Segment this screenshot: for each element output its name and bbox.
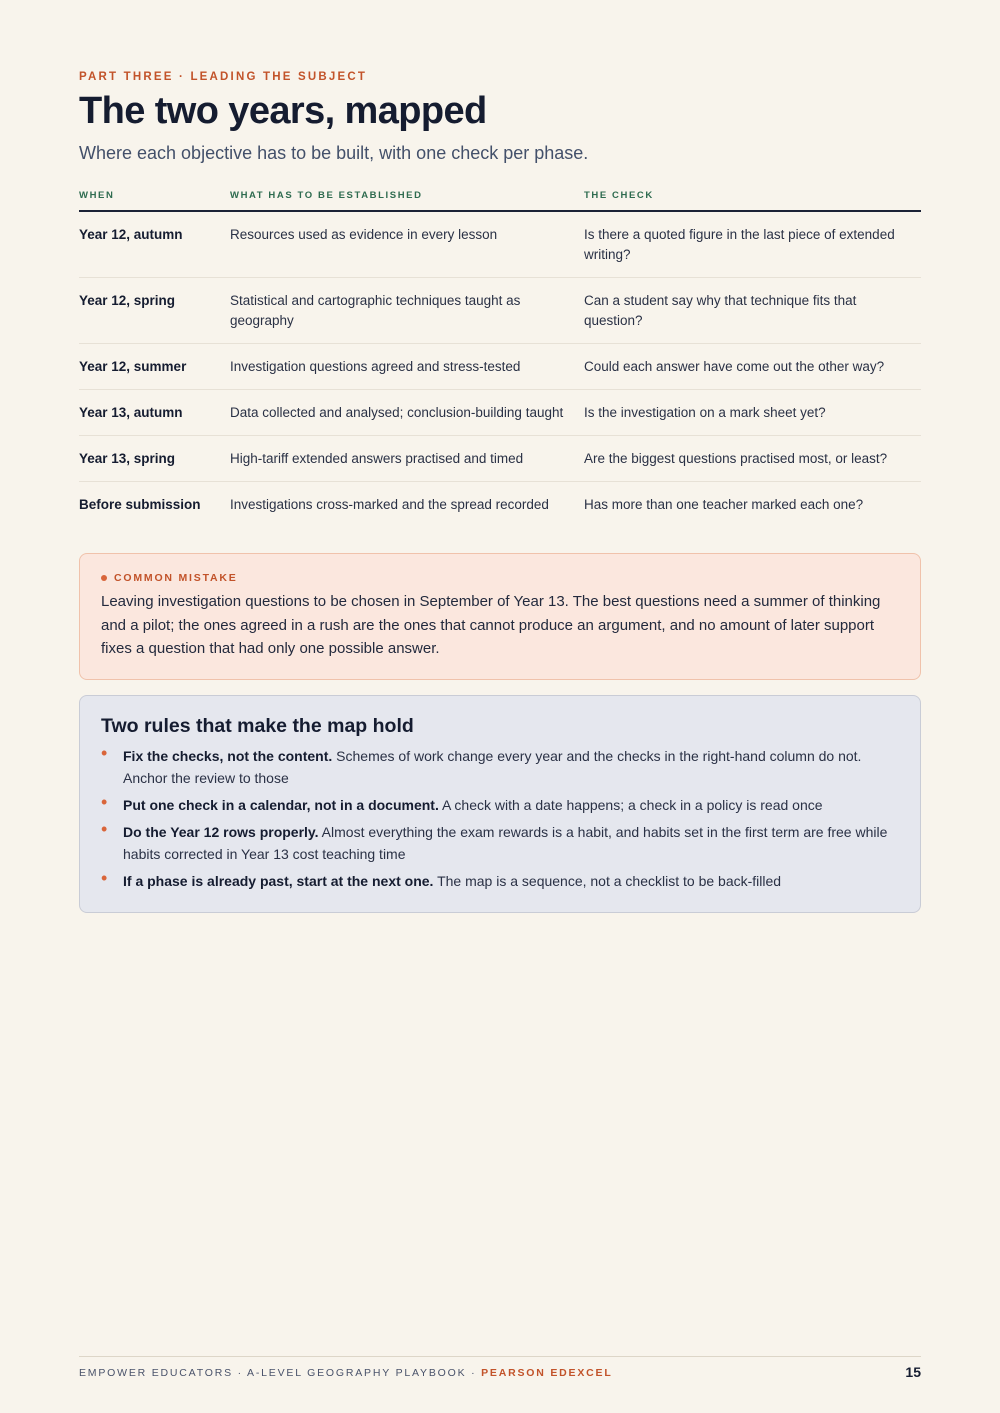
column-header-when: WHEN [79,186,230,211]
row-what: Statistical and cartographic techniques taught as geography [230,278,584,344]
row-check: Can a student say why that technique fits that question? [584,278,921,344]
rule-text: The map is a sequence, not a checklist to be back-filled [433,873,782,889]
bullet-icon: • [101,868,108,888]
rule-heading: Put one check in a calendar, not in a document. [123,797,439,813]
row-when: Year 13, autumn [79,390,230,436]
footer-brand: PEARSON EDEXCEL [481,1367,613,1379]
bullet-icon: • [101,792,108,812]
table-row [79,436,921,482]
row-when: Year 12, autumn [79,211,230,278]
row-what: Investigation questions agreed and stress-tested [230,344,584,390]
page-title: The two years, mapped [79,90,487,132]
table-row [79,211,921,278]
row-when: Year 13, spring [79,436,230,482]
common-mistake-callout [79,553,921,680]
rule-heading: Do the Year 12 rows properly. [123,824,319,840]
rule-text: A check with a date happens; a check in a policy is read once [438,797,823,813]
column-header-check: THE CHECK [584,186,921,211]
row-check: Is the investigation on a mark sheet yet? [584,390,921,436]
row-check: Has more than one teacher marked each one? [584,497,864,512]
table-header-row [79,186,921,211]
list-item [101,870,899,892]
bullet-icon: • [101,743,108,763]
list-item [101,794,899,816]
callout-label-text: COMMON MISTAKE [114,572,238,584]
list-item [101,821,899,865]
column-header-what: WHAT HAS TO BE ESTABLISHED [230,186,584,211]
rule-text: Almost everything the exam rewards is a habit, and habits set in the first term are free while habits corrected in Year 13 cost teaching time [123,824,888,862]
page-subtitle: Where each objective has to be built, with one check per phase. [79,143,589,163]
rule-heading: Fix the checks, not the content. [123,748,333,764]
callout-text: Leaving investigation questions to be chosen in September of Year 13. The best questions need a summer of thinking and a pilot; the ones agreed in a rush are the ones that cannot produce an argument, and no amount of later support fixes a question that had only one possible answer. [101,593,881,657]
two-year-map-table [79,186,921,527]
page-number: 15 [905,1364,921,1380]
footer [79,1367,921,1379]
table-row [79,278,921,344]
rules-title: Two rules that make the map hold [101,715,414,737]
row-check: Is there a quoted figure in the last piece of extended writing? [584,211,921,278]
footer-text: EMPOWER EDUCATORS · A-LEVEL GEOGRAPHY PLAYBOOK · [79,1367,482,1379]
rule-text: Schemes of work change every year and the checks in the right-hand column do not. Anchor the review to those [123,748,862,786]
page [79,0,921,1413]
bullet-icon: • [101,819,108,839]
rules-list [101,745,899,892]
row-check: Could each answer have come out the other way? [584,344,921,390]
row-what: Data collected and analysed; conclusion-building taught [230,390,584,436]
callout-label [101,572,899,584]
dot-icon [101,575,107,581]
list-item [101,745,899,789]
section-kicker: PART THREE · LEADING THE SUBJECT [79,71,368,83]
row-what: Investigations cross-marked and the spread recorded [230,497,549,512]
rules-panel [79,695,921,913]
rule-heading: If a phase is already past, start at the next one. [123,873,434,889]
row-what: Resources used as evidence in every lesson [230,211,584,278]
table-row [79,482,921,528]
row-when: Year 12, summer [79,344,230,390]
row-when: Year 12, spring [79,278,230,344]
table-row [79,390,921,436]
footer-divider [79,1356,921,1357]
row-when: Before submission [79,497,201,512]
row-what: High-tariff extended answers practised and timed [230,436,584,482]
table-row [79,344,921,390]
row-check: Are the biggest questions practised most, or least? [584,436,921,482]
